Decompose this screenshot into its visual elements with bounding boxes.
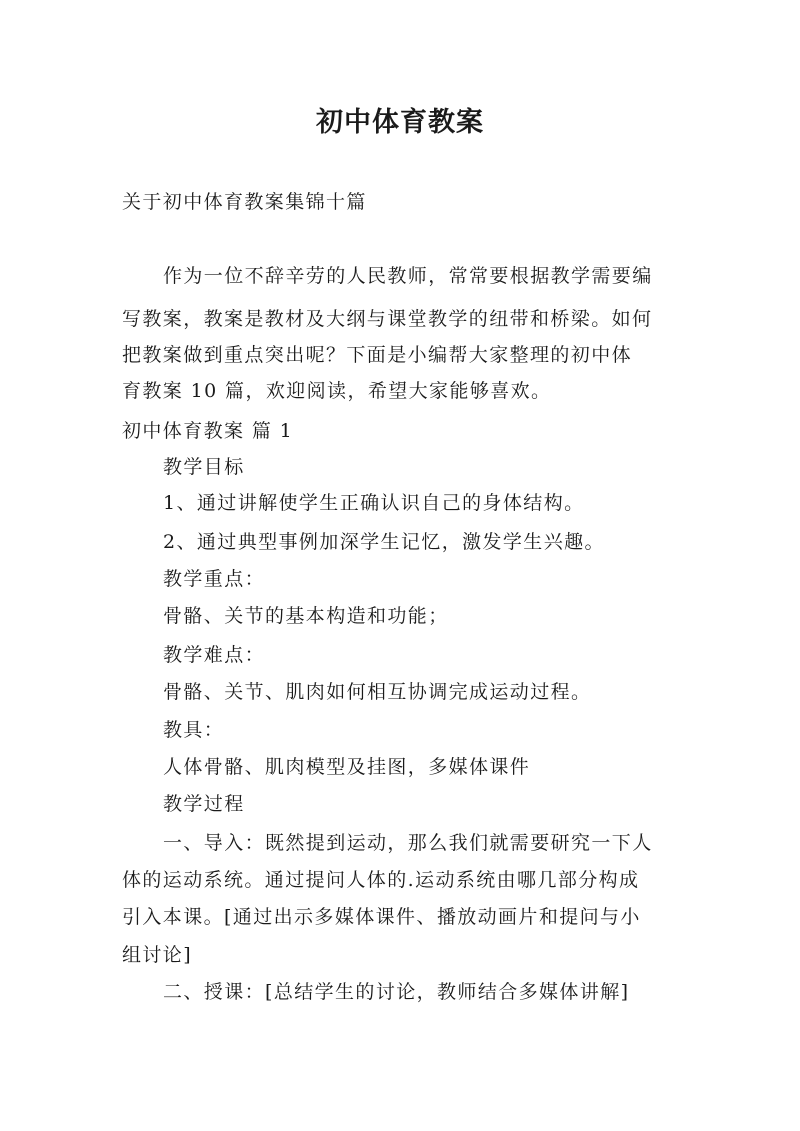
body-line: 组讨论] <box>122 944 193 966</box>
document-title: 初中体育教案 <box>316 107 484 138</box>
body-line: 骨骼、关节的基本构造和功能； <box>163 605 449 627</box>
intro-line: 写教案，教案是教材及大纲与课堂教学的纽带和桥梁。如何 <box>122 308 653 330</box>
body-line: 人体骨骼、肌肉模型及挂图，多媒体课件 <box>163 756 531 778</box>
body-line: 引入本课。[通过出示多媒体课件、播放动画片和提问与小 <box>122 906 641 928</box>
intro-line: 作为一位不辞辛劳的人民教师，常常要根据教学需要编 <box>163 265 653 287</box>
section-heading: 初中体育教案 篇 1 <box>122 420 294 442</box>
body-line: 教学难点： <box>163 644 266 666</box>
body-line: 教学过程 <box>163 793 245 815</box>
body-line: 教学目标 <box>163 456 245 478</box>
intro-line: 把教案做到重点突出呢？下面是小编帮大家整理的初中体 <box>122 344 633 366</box>
intro-line: 育教案 10 篇，欢迎阅读，希望大家能够喜欢。 <box>122 380 552 402</box>
body-line: 一、导入：既然提到运动，那么我们就需要研究一下人 <box>163 832 653 854</box>
body-line: 教学重点： <box>163 568 266 590</box>
body-line: 1、通过讲解使学生正确认识自己的身体结构。 <box>163 492 585 514</box>
document-subtitle: 关于初中体育教案集锦十篇 <box>122 191 367 213</box>
body-line: 体的运动系统。通过提问人体的.运动系统由哪几部分构成 <box>122 869 640 891</box>
body-line: 2、通过典型事例加深学生记忆，激发学生兴趣。 <box>163 531 605 553</box>
body-line: 骨骼、关节、肌肉如何相互协调完成运动过程。 <box>163 681 592 703</box>
body-line: 二、授课：[总结学生的讨论，教师结合多媒体讲解] <box>163 981 630 1003</box>
body-line: 教具： <box>163 719 225 741</box>
